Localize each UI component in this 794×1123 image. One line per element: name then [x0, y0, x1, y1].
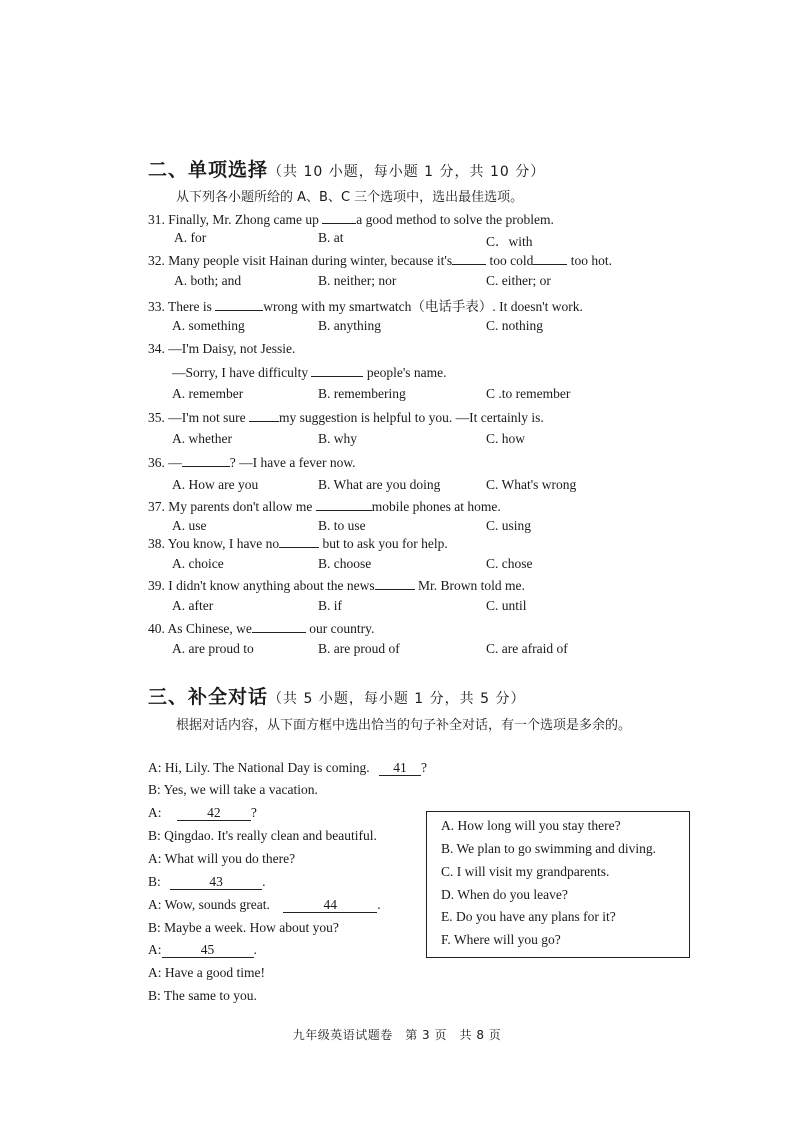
question-40: 40. As Chinese, we our country.: [148, 621, 375, 636]
dialogue-line-11: B: The same to you.: [148, 988, 257, 1003]
options-box: [426, 811, 690, 958]
option-a[interactable]: A. after: [172, 598, 214, 613]
option-a[interactable]: A. whether: [172, 431, 232, 446]
option-c[interactable]: C. chose: [486, 556, 533, 571]
options-35: [0, 431, 794, 453]
section-2-title: 二、单项选择（共 10 小题，每小题 1 分，共 10 分）: [148, 159, 546, 181]
option-c[interactable]: C. nothing: [486, 318, 544, 333]
dialogue-line-7: A: Wow, sounds great. 44 .: [148, 897, 381, 912]
section-3-instruction: 根据对话内容，从下面方框中选出恰当的句子补全对话，有一个选项是多余的。: [176, 718, 632, 733]
option-c[interactable]: C. until: [486, 598, 527, 613]
option-b[interactable]: B. What are you doing: [318, 477, 441, 492]
box-option-c[interactable]: C. I will visit my grandparents.: [441, 864, 610, 879]
option-a[interactable]: A. remember: [172, 386, 244, 401]
answer-blank-42[interactable]: 42: [177, 806, 251, 821]
answer-blank-41[interactable]: 41: [379, 761, 421, 776]
answer-blank-43[interactable]: 43: [170, 875, 262, 890]
option-a[interactable]: A. are proud to: [172, 641, 254, 656]
question-34-line2: —Sorry, I have difficulty people's name.: [172, 365, 447, 380]
question-33: 33. There is wrong with my smartwatch（电话手表）. It doesn't work.: [148, 299, 583, 314]
option-c[interactable]: C .to remember: [486, 386, 571, 401]
options-40: [0, 641, 794, 663]
question-37: 37. My parents don't allow me mobile phones at home.: [148, 499, 501, 514]
answer-blank-45[interactable]: 45: [162, 943, 254, 958]
options-31: [0, 230, 794, 252]
box-option-a[interactable]: A. How long will you stay there?: [441, 818, 621, 833]
options-33: [0, 318, 794, 340]
question-38: 38. You know, I have no but to ask you for help.: [148, 536, 448, 551]
question-31: 31. Finally, Mr. Zhong came up a good method to solve the problem.: [148, 212, 554, 227]
options-34: [0, 386, 794, 408]
options-36: [0, 477, 794, 499]
option-a[interactable]: A. for: [174, 230, 207, 245]
page-footer: 九年级英语试题卷 第 3 页 共 8 页: [292, 1028, 502, 1042]
question-36: 36. — ? —I have a fever now.: [148, 455, 356, 470]
option-c[interactable]: C. are afraid of: [486, 641, 568, 656]
option-b[interactable]: B. anything: [318, 318, 381, 333]
option-a[interactable]: A. something: [172, 318, 245, 333]
box-option-e[interactable]: E. Do you have any plans for it?: [441, 909, 616, 924]
box-option-f[interactable]: F. Where will you go?: [441, 932, 561, 947]
question-35: 35. —I'm not sure my suggestion is helpful to you. —It certainly is.: [148, 410, 544, 425]
section-2-instruction: 从下列各小题所给的 A、B、C 三个选项中，选出最佳选项。: [176, 190, 524, 205]
option-c[interactable]: C. What's wrong: [486, 477, 577, 492]
question-34: 34. —I'm Daisy, not Jessie.: [148, 341, 296, 356]
question-32: 32. Many people visit Hainan during winter, because it's too cold too hot.: [148, 253, 612, 268]
options-32: [0, 273, 794, 295]
dialogue-line-5: A: What will you do there?: [148, 851, 296, 866]
box-option-b[interactable]: B. We plan to go swimming and diving.: [441, 841, 657, 856]
option-b[interactable]: B. neither; nor: [318, 273, 397, 288]
option-a[interactable]: A. choice: [172, 556, 224, 571]
option-b[interactable]: B. why: [318, 431, 358, 446]
dialogue-line-9: A: 45 .: [148, 942, 257, 957]
option-c[interactable]: C. using: [486, 518, 532, 533]
option-b[interactable]: B. are proud of: [318, 641, 400, 656]
option-b[interactable]: B. to use: [318, 518, 366, 533]
question-39: 39. I didn't know anything about the news Mr. Brown told me.: [148, 578, 525, 593]
answer-blank-44[interactable]: 44: [283, 898, 377, 913]
dialogue-line-8: B: Maybe a week. How about you?: [148, 920, 339, 935]
option-b[interactable]: B. if: [318, 598, 343, 613]
section-2-note: （共 10 小题，每小题 1 分，共 10 分）: [268, 164, 546, 180]
option-a[interactable]: A. use: [172, 518, 207, 533]
option-a[interactable]: A. both; and: [174, 273, 242, 288]
option-b[interactable]: B. remembering: [318, 386, 406, 401]
option-a[interactable]: A. How are you: [172, 477, 259, 492]
dialogue-line-3: A: 42 ?: [148, 805, 257, 820]
option-b[interactable]: B. choose: [318, 556, 372, 571]
section-3-note: （共 5 小题，每小题 1 分，共 5 分）: [268, 691, 526, 707]
dialogue-line-6: B: 43 .: [148, 874, 266, 889]
options-38: [0, 556, 794, 578]
dialogue-line-10: A: Have a good time!: [148, 965, 265, 980]
box-option-d[interactable]: D. When do you leave?: [441, 887, 568, 902]
dialogue-line-1: A: Hi, Lily. The National Day is coming. 41 ?: [148, 760, 427, 775]
option-c[interactable]: C. how: [486, 431, 526, 446]
option-c[interactable]: C．with: [486, 234, 533, 249]
options-39: [0, 598, 794, 620]
option-c[interactable]: C. either; or: [486, 273, 551, 288]
dialogue-line-4: B: Qingdao. It's really clean and beautiful.: [148, 828, 377, 843]
option-b[interactable]: B. at: [318, 230, 344, 245]
section-3-title: 三、补全对话（共 5 小题，每小题 1 分，共 5 分）: [148, 686, 526, 708]
dialogue-line-2: B: Yes, we will take a vacation.: [148, 782, 318, 797]
